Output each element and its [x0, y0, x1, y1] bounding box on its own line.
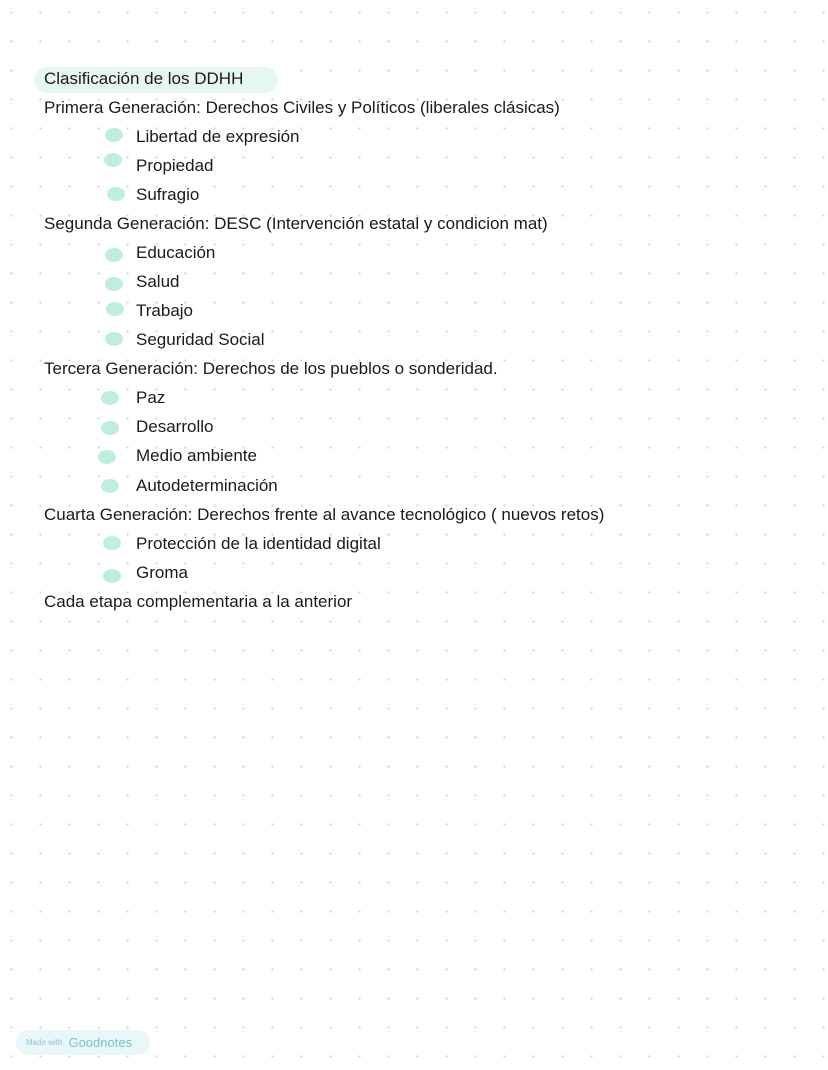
bullet-icon — [106, 302, 124, 316]
bullet-icon — [101, 421, 119, 435]
list-item: Salud — [136, 272, 180, 291]
list-item: Libertad de expresión — [136, 127, 300, 146]
list-item: Desarrollo — [136, 417, 214, 436]
list-item: Groma — [136, 563, 188, 582]
list-item: Propiedad — [136, 156, 214, 175]
section-heading-3: Tercera Generación: Derechos de los pueblos o sonderidad. — [44, 359, 498, 378]
goodnotes-logo: Goodnotes — [68, 1035, 133, 1050]
list-item: Autodeterminación — [136, 476, 278, 495]
bullet-icon — [104, 153, 122, 167]
list-item: Educación — [136, 243, 216, 262]
bullet-icon — [101, 391, 119, 405]
bullet-icon — [105, 277, 123, 291]
bullet-icon — [105, 128, 123, 142]
list-item: Paz — [136, 388, 166, 407]
bullet-icon — [105, 248, 123, 262]
section-heading-1: Primera Generación: Derechos Civiles y Políticos (liberales clásicas) — [44, 98, 560, 117]
list-item: Seguridad Social — [136, 330, 265, 349]
list-item: Protección de la identidad digital — [136, 534, 381, 553]
goodnotes-badge — [16, 1030, 150, 1055]
made-with-label: Made with — [26, 1038, 63, 1047]
bullet-icon — [105, 332, 123, 346]
section-heading-2: Segunda Generación: DESC (Intervención estatal y condicion mat) — [44, 214, 548, 233]
bullet-icon — [98, 450, 116, 464]
list-item: Trabajo — [136, 301, 194, 320]
note-title: Clasificación de los DDHH — [44, 69, 244, 88]
conclusion-text: Cada etapa complementaria a la anterior — [44, 592, 353, 611]
section-heading-4: Cuarta Generación: Derechos frente al avance tecnológico ( nuevos retos) — [44, 505, 605, 524]
list-item: Medio ambiente — [136, 446, 257, 465]
list-item: Sufragio — [136, 185, 200, 204]
bullet-icon — [103, 569, 121, 583]
bullet-icon — [107, 187, 125, 201]
bullet-icon — [103, 536, 121, 550]
bullet-icon — [101, 479, 119, 493]
